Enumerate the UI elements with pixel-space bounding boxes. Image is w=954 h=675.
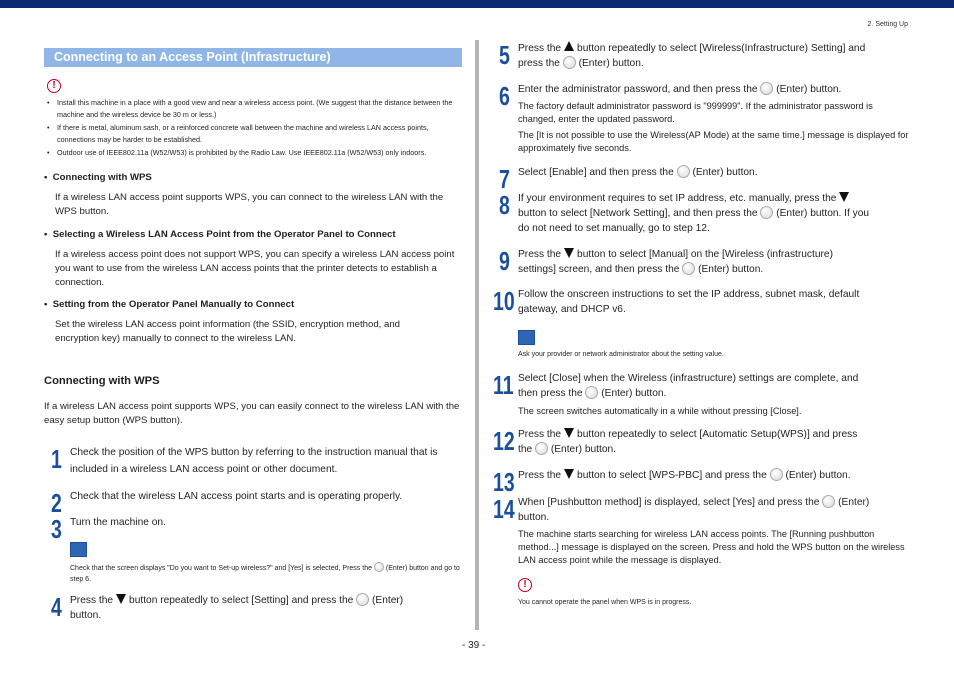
enter-icon — [374, 562, 384, 572]
method-title-wps: • Connecting with WPS — [44, 172, 152, 183]
enter-icon — [356, 593, 369, 606]
wps-heading: Connecting with WPS — [44, 375, 160, 387]
method-title-manual: • Setting from the Operator Panel Manually to Connect — [44, 299, 295, 310]
enter-icon — [760, 82, 773, 95]
step-text: Press the button repeatedly to select [Automatic Setup(WPS)] and press the (Enter) button. — [518, 429, 858, 455]
column-divider — [475, 40, 479, 630]
step-text: When [Pushbutton method] is displayed, select [Yes] and press the (Enter) button. — [518, 497, 870, 523]
note-icon — [70, 542, 87, 557]
down-arrow-icon — [564, 469, 574, 479]
method-title-select: • Selecting a Wireless LAN Access Point from the Operator Panel to Connect — [44, 229, 396, 240]
step-text: Press the button to select [WPS-PBC] and press the (Enter) button. — [518, 470, 851, 481]
step-number: 5 — [499, 40, 510, 70]
step-number: 13 — [493, 467, 515, 497]
step-number: 8 — [499, 190, 510, 220]
step-text: Select [Close] when the Wireless (infrastructure) settings are complete, and then press the (Enter) button. — [518, 373, 859, 399]
note-text: Check that the screen displays "Do you want to Set-up wireless?" and [Yes] is selected, Press the (Enter) button and go to step 6. — [70, 562, 460, 585]
step-number: 9 — [499, 246, 510, 276]
wps-intro: If a wireless LAN access point supports WPS, you can easily connect to the wireless LAN with the easy setup button (WPS button). — [44, 401, 460, 427]
caution-icon: ! — [518, 578, 532, 592]
enter-icon — [677, 165, 690, 178]
step-number: 12 — [493, 426, 515, 456]
caution-item: • Outdoor use of IEEE802.11a (W52/W53) is prohibited by the Radio Law. Use IEEE802.11a (W52/W53) only indoors. — [47, 148, 427, 157]
enter-icon — [682, 262, 695, 275]
enter-icon — [760, 206, 773, 219]
down-arrow-icon — [564, 428, 574, 438]
step-number: 3 — [51, 514, 62, 544]
step-number: 4 — [51, 592, 62, 622]
caution-icon: ! — [47, 79, 61, 93]
step-number: 10 — [493, 286, 515, 316]
down-arrow-icon — [564, 248, 574, 258]
step-text: Press the button repeatedly to select [Wireless(Infrastructure) Setting] and press the (Enter) button. — [518, 43, 866, 69]
step-number: 6 — [499, 81, 510, 111]
step-text: Turn the machine on. — [70, 517, 166, 528]
step-detail: The [It is not possible to use the Wireless(AP Mode) at the same time.] message is displayed for approximately five seconds. — [518, 130, 909, 153]
step-text: Select [Enable] and then press the (Enter) button. — [518, 167, 758, 178]
step-number: 7 — [499, 164, 510, 194]
page-number: - 39 - — [462, 640, 486, 651]
note-text: Ask your provider or network administrator about the setting value. — [518, 351, 724, 358]
step-detail: The screen switches automatically in a while without pressing [Close]. — [518, 406, 802, 416]
step-number: 14 — [493, 494, 515, 524]
step-number: 11 — [493, 370, 514, 400]
enter-icon — [822, 495, 835, 508]
down-arrow-icon — [839, 192, 849, 202]
down-arrow-icon — [116, 594, 126, 604]
step-text: Follow the onscreen instructions to set the IP address, subnet mask, default gateway, and DHCP v6. — [518, 289, 860, 315]
step-text: Check the position of the WPS button by referring to the instruction manual that is included in a wireless LAN access point or other document. — [70, 447, 438, 475]
enter-icon — [585, 386, 598, 399]
step-number: 2 — [51, 488, 62, 518]
enter-icon — [770, 468, 783, 481]
step-text: Press the button to select [Manual] on the [Wireless (infrastructure) settings] screen, and then press the (Enter) button. — [518, 249, 833, 275]
caution-item: • If there is metal, aluminum sash, or a reinforced concrete wall between the machine and wireless LAN access points, connections may be harder to be established. — [47, 123, 429, 144]
section-title: Connecting to an Access Point (Infrastructure) — [54, 50, 331, 64]
section-title-bar — [44, 48, 462, 67]
method-desc-select: If a wireless access point does not support WPS, you can specify a wireless LAN access point you want to use from the wireless LAN access points that the printer detects to establish a connection. — [55, 249, 455, 289]
step-number: 1 — [51, 444, 62, 474]
method-desc-manual: Set the wireless LAN access point information (the SSID, encryption method, and encryption key) manually to connect to the wireless LAN. — [55, 319, 401, 345]
step-text: Press the button repeatedly to select [Setting] and press the (Enter) button. — [70, 595, 404, 621]
enter-icon — [535, 442, 548, 455]
enter-icon — [563, 56, 576, 69]
method-desc-wps: If a wireless LAN access point supports WPS, you can connect to the wireless LAN with the WPS button. — [55, 192, 444, 218]
caution-list — [47, 97, 467, 159]
chapter-label: 2. Setting Up — [867, 21, 908, 28]
step-text: Enter the administrator password, and then press the (Enter) button. — [518, 84, 842, 95]
caution-text: You cannot operate the panel when WPS is in progress. — [518, 599, 692, 606]
up-arrow-icon — [564, 41, 574, 51]
step-detail: The machine starts searching for wireless LAN access points. The [Running pushbutton method...] message is displayed on the screen. Press and hold the WPS button on the wireless LAN access point while the message is displayed. — [518, 529, 905, 565]
note-icon — [518, 330, 535, 345]
step-text: If your environment requires to set IP address, etc. manually, press the button to select [Network Setting], and then press the (Enter) button. If you do not need to set manually, go to step 12. — [518, 193, 870, 234]
step-text: Check that the wireless LAN access point starts and is operating properly. — [70, 491, 403, 502]
caution-item: • Install this machine in a place with a good view and near a wireless access point. (We suggest that the distance between the machine and the wireless device be 30 m or less.) — [47, 98, 453, 119]
top-bar — [0, 0, 954, 8]
step-detail: The factory default administrator password is "999999". If the administrator password is changed, enter the updated password. — [518, 101, 873, 124]
